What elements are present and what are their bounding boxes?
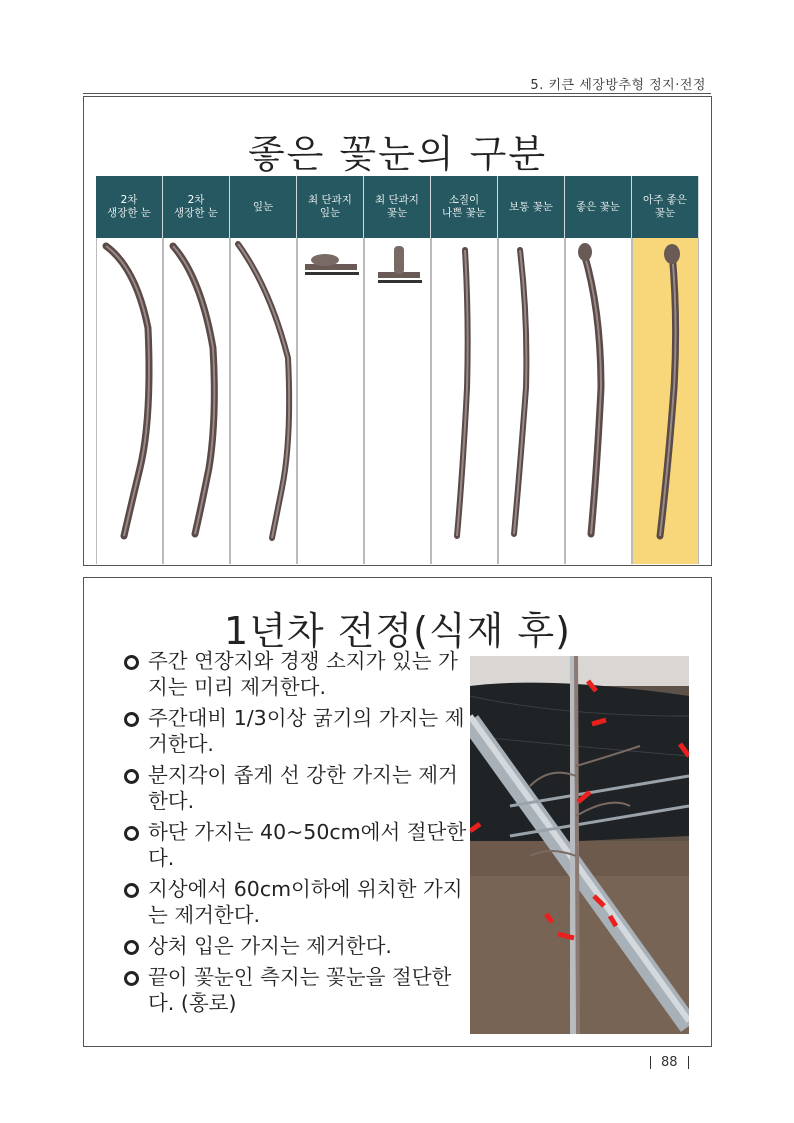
bullet-icon xyxy=(124,712,139,727)
bud-comparison-table xyxy=(96,176,698,564)
list-item xyxy=(124,964,474,1016)
column-header: 최 단과지 꽃눈 xyxy=(364,176,431,238)
list-item-text: 주간대비 1/3이상 굵기의 가지는 제거한다. xyxy=(148,706,465,756)
bullet-icon xyxy=(124,883,139,898)
list-item-text: 끝이 꽃눈인 측지는 꽃눈을 절단한다. (홍로) xyxy=(148,965,452,1015)
column-header: 아주 좋은 꽃눈 xyxy=(632,176,699,238)
twig-image xyxy=(565,238,632,564)
column-header: 잎눈 xyxy=(230,176,297,238)
pruned-tree-photo xyxy=(470,656,689,1034)
twig-image xyxy=(96,238,163,564)
spur-image xyxy=(297,238,364,564)
twig-image xyxy=(431,238,498,564)
pruning-guideline-list xyxy=(124,648,474,1021)
bullet-icon xyxy=(124,655,139,670)
first-year-pruning-panel xyxy=(83,577,712,1047)
bullet-icon xyxy=(124,940,139,955)
bud-column xyxy=(431,176,498,564)
bullet-icon xyxy=(124,826,139,841)
twig-image xyxy=(163,238,230,564)
list-item-text: 하단 가지는 40~50cm에서 절단한다. xyxy=(148,820,467,870)
column-header: 최 단과지 잎눈 xyxy=(297,176,364,238)
list-item-text: 상처 입은 가지는 제거한다. xyxy=(148,934,392,958)
spur-image xyxy=(364,238,431,564)
column-header: 좋은 꽃눈 xyxy=(565,176,632,238)
footer-divider xyxy=(688,1056,689,1069)
bud-column xyxy=(96,176,163,564)
page-number: 88 xyxy=(661,1055,678,1070)
bud-column xyxy=(297,176,364,564)
twig-image xyxy=(230,238,297,564)
list-item xyxy=(124,819,474,871)
bud-column xyxy=(364,176,431,564)
column-header: 2차 생장한 눈 xyxy=(96,176,163,238)
bullet-icon xyxy=(124,971,139,986)
header-divider xyxy=(83,93,711,94)
panel2-title: 1년차 전정(식재 후) xyxy=(224,609,571,653)
flower-bud-classification-panel xyxy=(83,96,712,566)
bud-column-highlighted xyxy=(632,176,699,564)
bud-column xyxy=(498,176,565,564)
chapter-header: 5. 키큰 세장방추형 정지·전정 xyxy=(530,78,706,93)
bullet-icon xyxy=(124,769,139,784)
twig-image xyxy=(632,238,699,564)
bud-column xyxy=(565,176,632,564)
list-item xyxy=(124,705,474,757)
column-header: 보통 꽃눈 xyxy=(498,176,565,238)
list-item-text: 지상에서 60cm이하에 위치한 가지는 제거한다. xyxy=(148,877,463,927)
panel1-title: 좋은 꽃눈의 구분 xyxy=(247,132,548,176)
list-item-text: 분지각이 좁게 선 강한 가지는 제거한다. xyxy=(148,763,458,813)
bud-column xyxy=(230,176,297,564)
orchard-scene-illustration xyxy=(470,656,689,1034)
page-footer xyxy=(640,1055,699,1070)
list-item-text: 주간 연장지와 경쟁 소지가 있는 가지는 미리 제거한다. xyxy=(148,649,458,699)
column-header: 소질이 나쁜 꽃눈 xyxy=(431,176,498,238)
twig-image xyxy=(498,238,565,564)
column-header: 2차 생장한 눈 xyxy=(163,176,230,238)
list-item xyxy=(124,648,474,700)
footer-divider xyxy=(650,1056,651,1069)
list-item xyxy=(124,762,474,814)
list-item xyxy=(124,876,474,928)
bud-column xyxy=(163,176,230,564)
list-item xyxy=(124,933,474,959)
